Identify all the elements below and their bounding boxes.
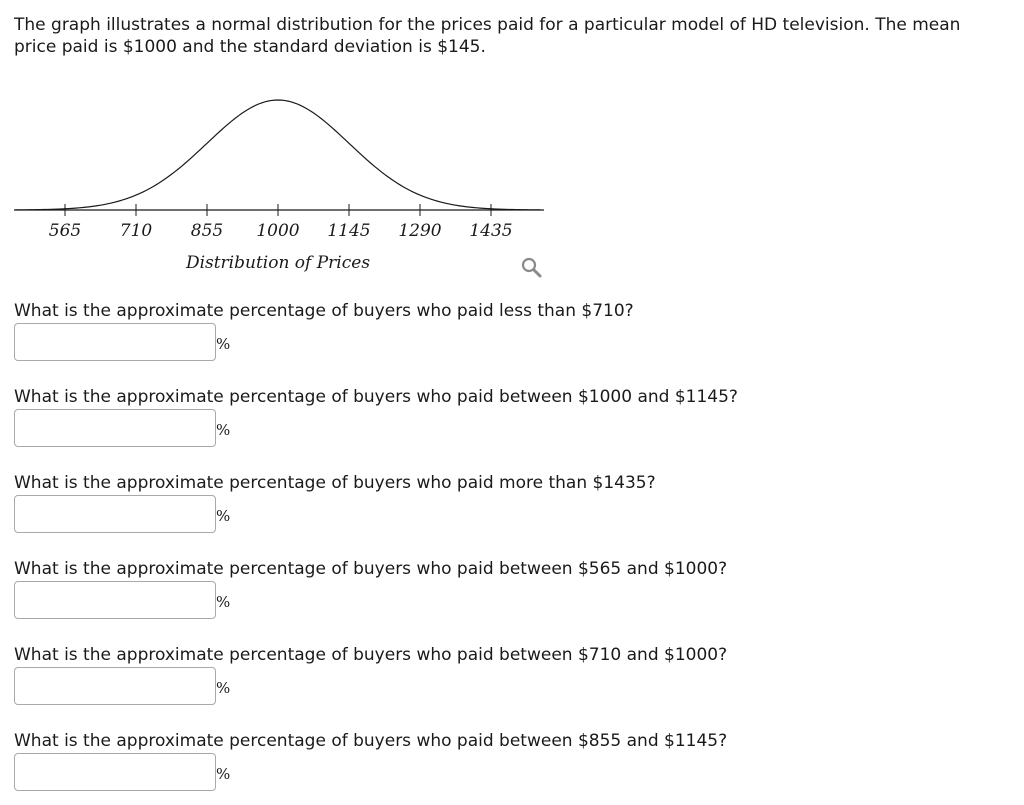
answer-input[interactable] — [14, 667, 216, 705]
percent-unit: % — [216, 335, 231, 353]
percent-unit: % — [216, 507, 231, 525]
percent-unit: % — [216, 765, 231, 783]
answer-input[interactable] — [14, 323, 216, 361]
problem-intro: The graph illustrates a normal distribution for the prices paid for a particular model of HD television. The mean price paid is $1000 and the standard deviation is $145. — [14, 15, 961, 57]
answer-input[interactable] — [14, 753, 216, 791]
axis-tick-labels — [49, 221, 513, 241]
answer-input[interactable] — [14, 409, 216, 447]
tick-label: 565 — [48, 221, 82, 241]
percent-unit: % — [216, 421, 231, 439]
answer-input[interactable] — [14, 581, 216, 619]
question-text: What is the approximate percentage of buyers who paid between $710 and $1000? — [14, 645, 728, 665]
answer-input[interactable] — [14, 495, 216, 533]
tick-label: 1290 — [398, 221, 442, 241]
magnifier-icon[interactable] — [519, 255, 545, 279]
percent-unit: % — [216, 679, 231, 697]
question-text: What is the approximate percentage of buyers who paid less than $710? — [14, 301, 634, 321]
question-text: What is the approximate percentage of buyers who paid more than $1435? — [14, 473, 656, 493]
tick-label: 1145 — [327, 221, 371, 241]
question-text: What is the approximate percentage of buyers who paid between $1000 and $1145? — [14, 387, 738, 407]
tick-label: 855 — [190, 221, 224, 241]
normal-distribution-graph — [10, 90, 550, 280]
question-text: What is the approximate percentage of buyers who paid between $565 and $1000? — [14, 559, 728, 579]
question-text: What is the approximate percentage of buyers who paid between $855 and $1145? — [14, 731, 728, 751]
tick-label: 1000 — [256, 221, 300, 241]
tick-label: 710 — [119, 221, 153, 241]
axis-label: Distribution of Prices — [185, 253, 371, 273]
tick-label: 1435 — [469, 221, 513, 241]
bell-curve — [15, 100, 540, 210]
percent-unit: % — [216, 593, 231, 611]
